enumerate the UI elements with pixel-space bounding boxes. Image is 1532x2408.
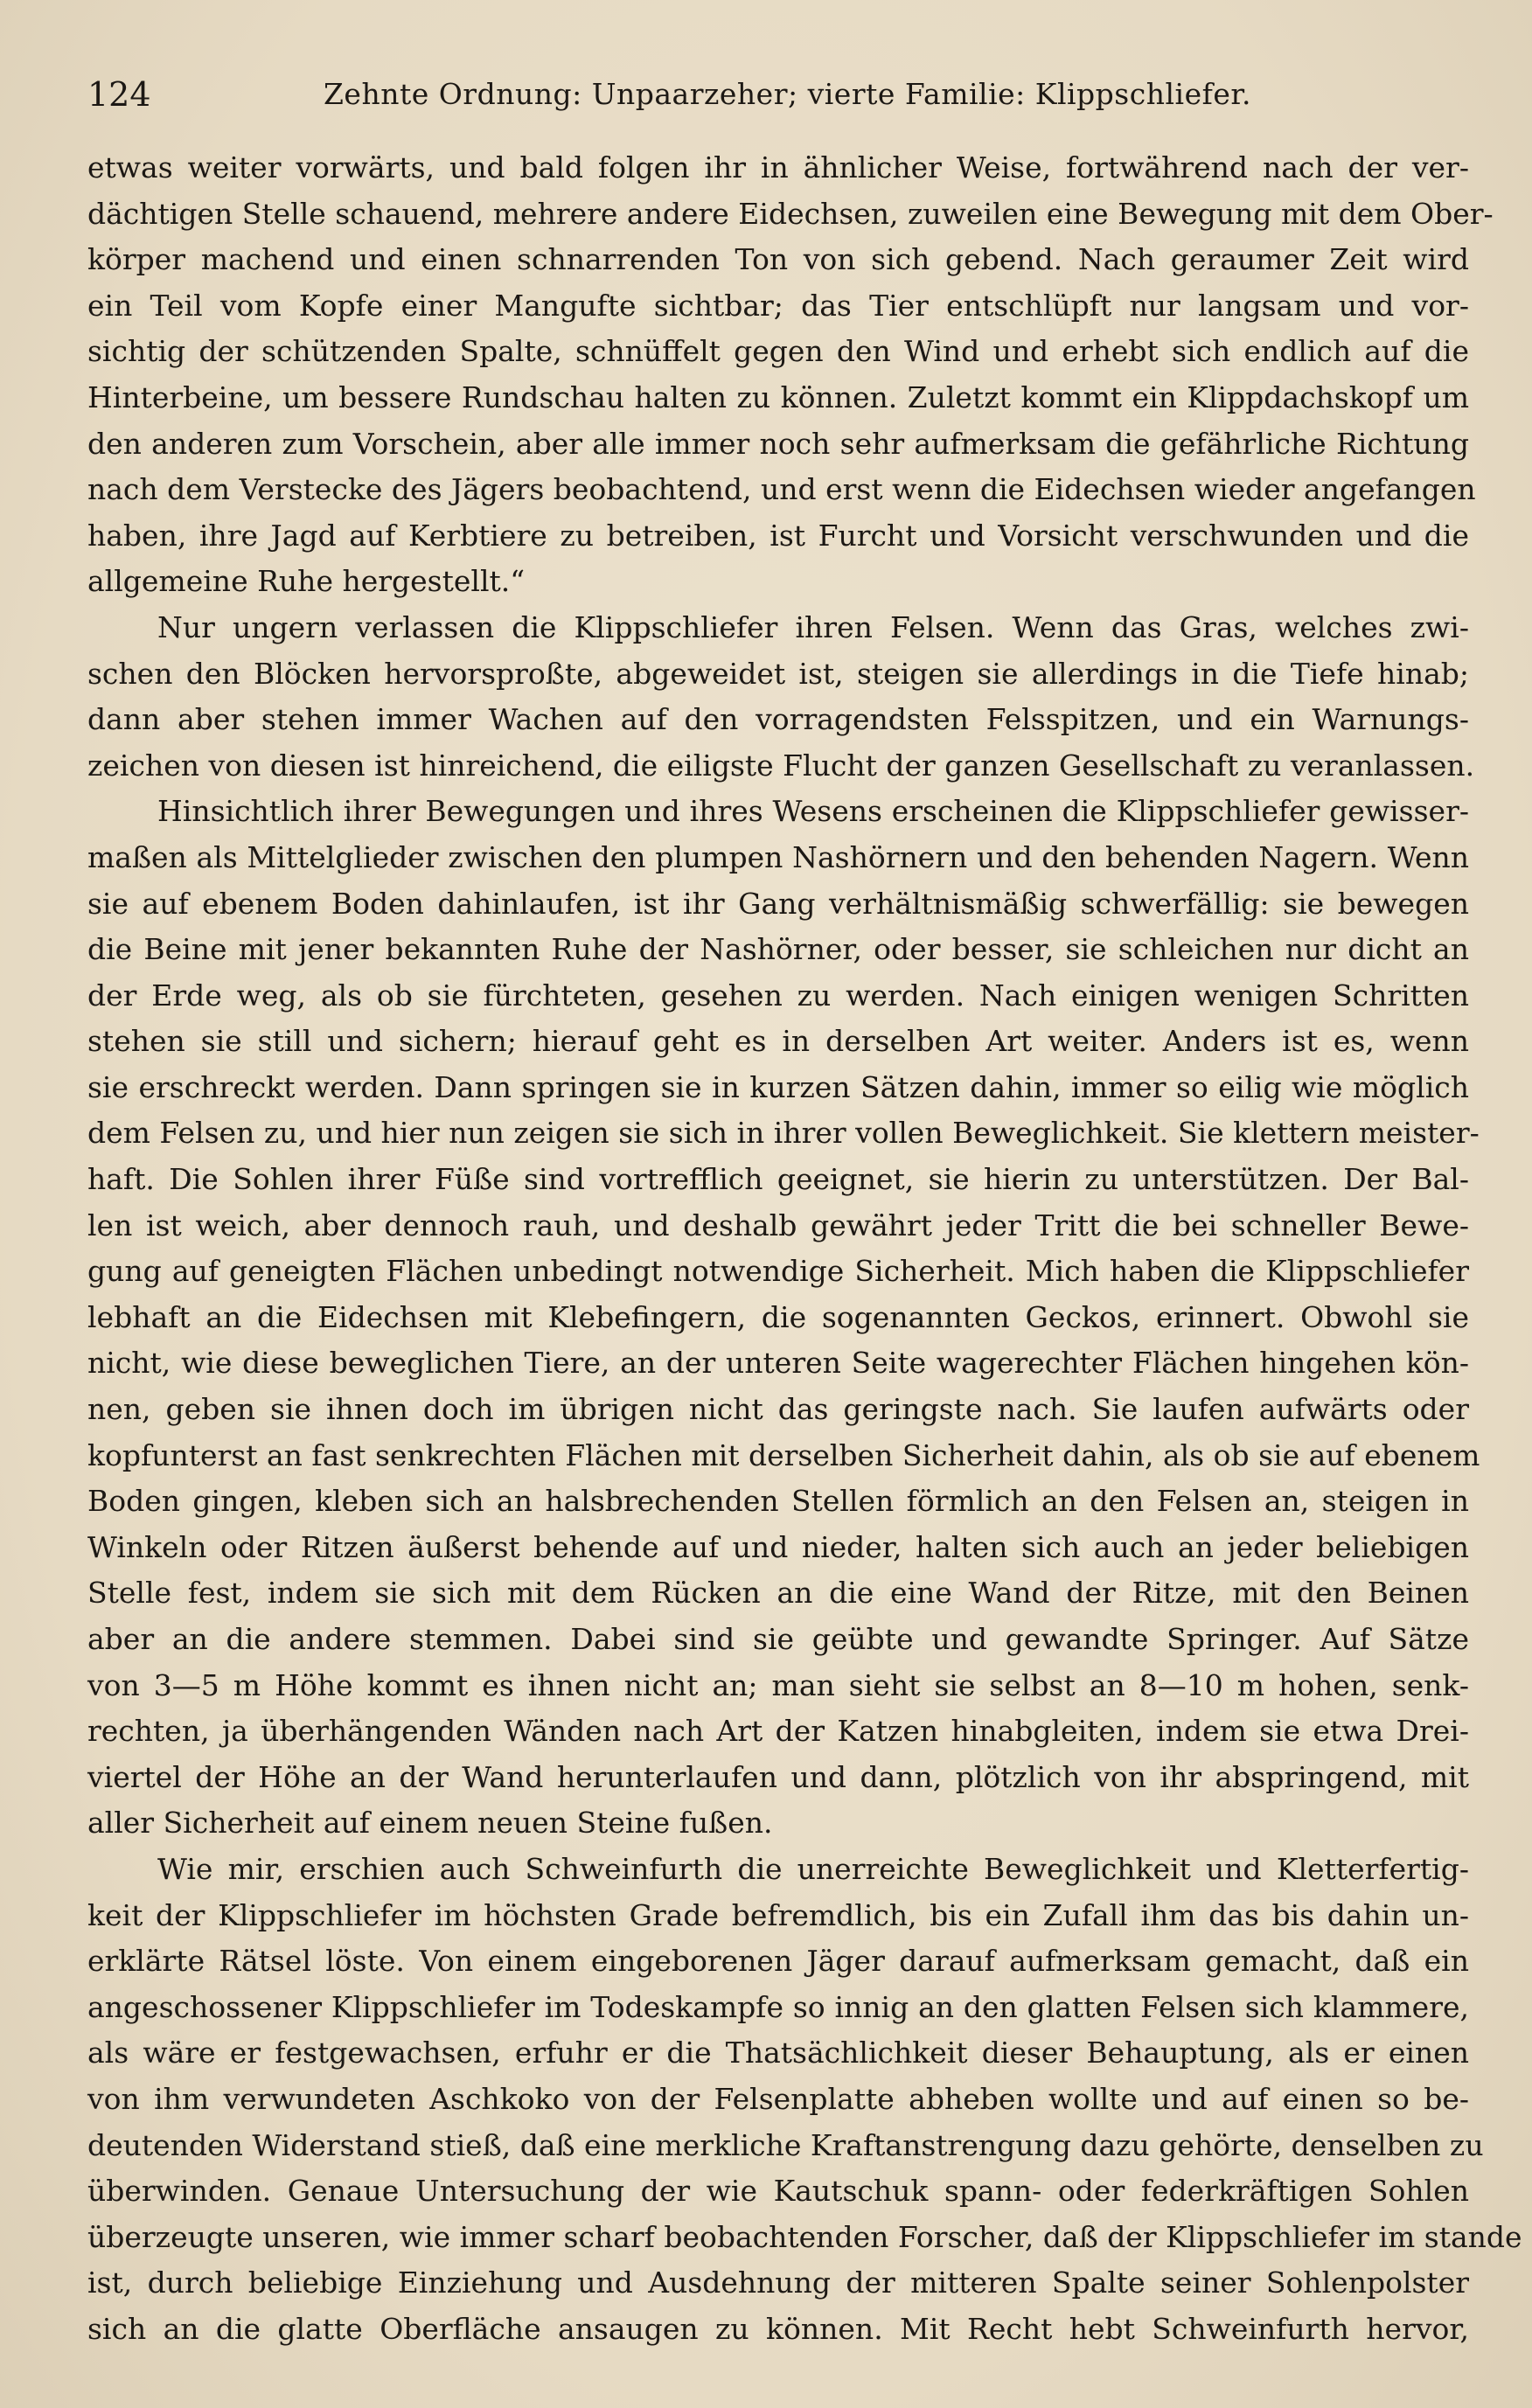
text-line: sie auf ebenem Boden dahinlaufen, ist ihr Gang verhältnismäßig schwerfällig: sie bewegen <box>87 886 1469 921</box>
text-line: haft. Die Sohlen ihrer Füße sind vortrefflich geeignet, sie hierin zu unterstützen. Der Bal- <box>87 1162 1469 1197</box>
text-line: dem Felsen zu, und hier nun zeigen sie sich in ihrer vollen Beweglichkeit. Sie klettern meister- <box>87 1116 1480 1151</box>
text-line: ein Teil vom Kopfe einer Mangufte sichtbar; das Tier entschlüpft nur langsam und vor- <box>87 288 1469 323</box>
text-line: überzeugte unseren, wie immer scharf beobachtenden Forscher, daß der Klippschliefer im stande <box>87 2219 1522 2254</box>
text-line: gung auf geneigten Flächen unbedingt notwendige Sicherheit. Mich haben die Klippschliefer <box>87 1254 1469 1289</box>
text-line: allgemeine Ruhe hergestellt.“ <box>87 564 526 599</box>
running-head: Zehnte Ordnung: Unpaarzeher; vierte Familie: Klippschliefer. <box>324 77 1251 111</box>
body-text <box>87 145 1522 2353</box>
text-line: dann aber stehen immer Wachen auf den vorragendsten Felsspitzen, und ein Warnungs- <box>87 702 1469 737</box>
text-line: stehen sie still und sichern; hierauf geht es in derselben Art weiter. Anders ist es, wenn <box>87 1024 1469 1059</box>
text-line: nen, geben sie ihnen doch im übrigen nicht das geringste nach. Sie laufen aufwärts oder <box>87 1392 1469 1427</box>
text-line: etwas weiter vorwärts, und bald folgen ihr in ähnlicher Weise, fortwährend nach der ver- <box>87 150 1469 184</box>
text-line: angeschossener Klippschliefer im Todeskampfe so innig an den glatten Felsen sich klammere, <box>87 1989 1469 2024</box>
text-line: den anderen zum Vorschein, aber alle immer noch sehr aufmerksam die gefährliche Richtung <box>87 426 1469 461</box>
text-line: Winkeln oder Ritzen äußerst behende auf und nieder, halten sich auch an jeder beliebigen <box>87 1529 1469 1564</box>
text-line: rechten, ja überhängenden Wänden nach Art der Katzen hinabgleiten, indem sie etwa Drei- <box>87 1714 1469 1749</box>
text-line: aller Sicherheit auf einem neuen Steine fußen. <box>87 1806 773 1841</box>
text-line: Hinsichtlich ihrer Bewegungen und ihres Wesens erscheinen die Klippschliefer gewisser- <box>157 794 1469 829</box>
text-line: nicht, wie diese beweglichen Tiere, an der unteren Seite wagerechter Flächen hingehen kön- <box>87 1346 1469 1381</box>
page-header <box>87 68 1469 121</box>
text-line: erklärte Rätsel löste. Von einem eingeborenen Jäger darauf aufmerksam gemacht, daß ein <box>87 1944 1469 1979</box>
text-line: keit der Klippschliefer im höchsten Grade befremdlich, bis ein Zufall ihm das bis dahin un- <box>87 1897 1469 1932</box>
text-line: ist, durch beliebige Einziehung und Ausdehnung der mitteren Spalte seiner Sohlenpolster <box>87 2265 1469 2300</box>
text-line: len ist weich, aber dennoch rauh, und deshalb gewährt jeder Tritt die bei schneller Bewe- <box>87 1207 1469 1242</box>
text-line: deutenden Widerstand stieß, daß eine merkliche Kraftanstrengung dazu gehörte, denselben zu <box>87 2127 1484 2162</box>
page-number: 124 <box>87 75 151 114</box>
text-line: maßen als Mittelglieder zwischen den plumpen Nashörnern und den behenden Nagern. Wenn <box>87 839 1469 874</box>
text-line: von ihm verwundeten Aschkoko von der Felsenplatte abheben wollte und auf einen so be- <box>87 2081 1469 2116</box>
text-line: haben, ihre Jagd auf Kerbtiere zu betreiben, ist Furcht und Vorsicht verschwunden und die <box>87 518 1469 553</box>
text-line: Wie mir, erschien auch Schweinfurth die unerreichte Beweglichkeit und Kletterfertig- <box>157 1851 1469 1886</box>
text-line: viertel der Höhe an der Wand herunterlaufen und dann, plötzlich von ihr abspringend, mit <box>87 1759 1469 1794</box>
text-line: sie erschreckt werden. Dann springen sie in kurzen Sätzen dahin, immer so eilig wie möglich <box>87 1069 1469 1104</box>
text-line: aber an die andere stemmen. Dabei sind sie geübte und gewandte Springer. Auf Sätze <box>87 1622 1469 1656</box>
text-line: Boden gingen, kleben sich an halsbrechenden Stellen förmlich an den Felsen an, steigen in <box>87 1484 1469 1519</box>
text-line: kopfunterst an fast senkrechten Flächen mit derselben Sicherheit dahin, als ob sie auf ebenem <box>87 1437 1480 1472</box>
text-line: Nur ungern verlassen die Klippschliefer ihren Felsen. Wenn das Gras, welches zwi- <box>157 609 1469 644</box>
text-line: zeichen von diesen ist hinreichend, die eiligste Flucht der ganzen Gesellschaft zu veranlassen. <box>87 748 1475 783</box>
text-line: die Beine mit jener bekannten Ruhe der Nashörner, oder besser, sie schleichen nur dicht an <box>87 932 1469 967</box>
text-line: überwinden. Genaue Untersuchung der wie Kautschuk spann- oder federkräftigen Sohlen <box>87 2174 1469 2209</box>
text-line: Stelle fest, indem sie sich mit dem Rücken an die eine Wand der Ritze, mit den Beinen <box>87 1576 1469 1611</box>
text-line: nach dem Verstecke des Jägers beobachtend, und erst wenn die Eidechsen wieder angefangen <box>87 472 1476 507</box>
text-line: körper machend und einen schnarrenden Ton von sich gebend. Nach geraumer Zeit wird <box>87 242 1469 277</box>
text-line: der Erde weg, als ob sie fürchteten, gesehen zu werden. Nach einigen wenigen Schritten <box>87 978 1469 1013</box>
text-line: Hinterbeine, um bessere Rundschau halten zu können. Zuletzt kommt ein Klippdachskopf um <box>87 379 1469 414</box>
text-line: sich an die glatte Oberfläche ansaugen zu können. Mit Recht hebt Schweinfurth hervor, <box>87 2311 1469 2346</box>
text-line: schen den Blöcken hervorsproßte, abgeweidet ist, steigen sie allerdings in die Tiefe hinab; <box>87 656 1469 691</box>
text-line: als wäre er festgewachsen, erfuhr er die Thatsächlichkeit dieser Behauptung, als er einen <box>87 2036 1469 2070</box>
text-line: sichtig der schützenden Spalte, schnüffelt gegen den Wind und erhebt sich endlich auf die <box>87 334 1469 369</box>
text-line: von 3—5 m Höhe kommt es ihnen nicht an; man sieht sie selbst an 8—10 m hohen, senk- <box>87 1667 1469 1702</box>
text-line: dächtigen Stelle schauend, mehrere andere Eidechsen, zuweilen eine Bewegung mit dem Ober- <box>87 196 1494 231</box>
text-line: lebhaft an die Eidechsen mit Klebefingern, die sogenannten Geckos, erinnert. Obwohl sie <box>87 1299 1469 1334</box>
